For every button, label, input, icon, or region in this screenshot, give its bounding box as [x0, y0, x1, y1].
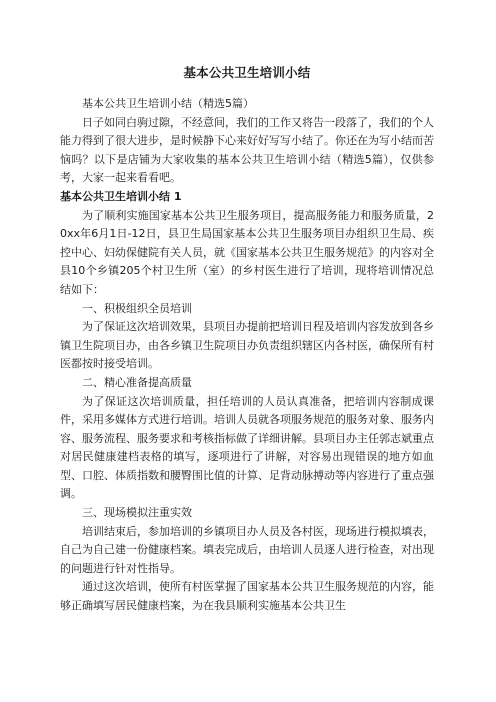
subheading-1: 一、积极组织全员培训 — [82, 301, 192, 315]
subheading-2: 二、精心准备提高质量 — [82, 375, 192, 389]
section-heading-1: 基本公共卫生培训小结 1 — [60, 189, 182, 203]
document-title: 基本公共卫生培训小结 — [183, 65, 311, 80]
subheading-3: 三、现场模拟注重实效 — [82, 506, 192, 520]
intro-subtitle: 基本公共卫生培训小结（精选5篇） — [82, 97, 254, 110]
subsection-3-paragraph: 培训结束后，参加培训的乡镇项目办人员及各村医，现场进行模拟填表，自己为自己建一份健康档案。填表完成后，由培训人员逐人进行检查，对出现的问题进行针对性指导。 — [60, 524, 434, 575]
closing-paragraph: 通过这次培训，使所有村医掌握了国家基本公共卫生服务规范的内容，能够正确填写居民健康档案，为在我县顺利实施基本公共卫生 — [60, 580, 434, 613]
intro-paragraph: 日子如同白驹过隙，不经意间，我们的工作又将告一段落了，我们的个人能力得到了很大进步，是时候静下心来好好写写小结了。你还在为写小结而苦恼吗？以下是店铺为大家收集的基本公共卫生培训小结（精选5篇），仅供参考，大家一起来看看吧。 — [60, 115, 434, 185]
subsection-2-paragraph: 为了保证这次培训质量，担任培训的人员认真准备，把培训内容制成课件，采用多媒体方式进行培训。培训人员就各项服务规范的服务对象、服务内容、服务流程、服务要求和考核指标做了详细讲解。县项目办主任郭志斌重点对居民健康建档表格的填写，逐项进行了讲解，对容易出现错误的地方如血型、口腔、体质指数和腰臀围比值的计算、足背动脉搏动等内容进行了重点强调。 — [60, 394, 434, 501]
section-1-paragraph: 为了顺利实施国家基本公共卫生服务项目，提高服务能力和服务质量，20xx年6月1日-12日，县卫生局国家基本公共卫生服务项目办组织卫生局、疾控中心、妇幼保健院有关人员，就《国家基本公共卫生服务规范》的内容对全县10个乡镇205个村卫生所（室）的乡村医生进行了培训，现将培训情况总结如下： — [60, 208, 434, 296]
subsection-1-paragraph: 为了保证这次培训效果，县项目办提前把培训日程及培训内容发放到各乡镇卫生院项目办，由各乡镇卫生院项目办负责组织辖区内各村医，确保所有村医都按时接受培训。 — [60, 320, 434, 371]
